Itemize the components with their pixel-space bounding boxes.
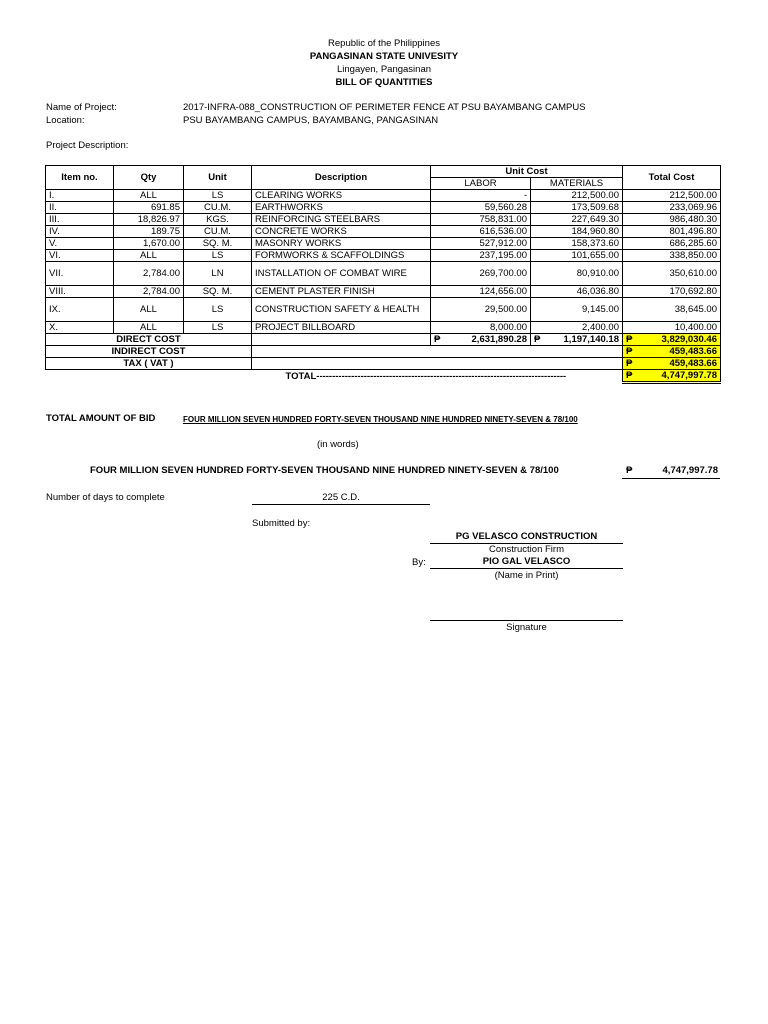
- item-no: VIII.: [46, 286, 114, 298]
- firm-name: PG VELASCO CONSTRUCTION: [455, 531, 598, 542]
- qty: 2,784.00: [114, 262, 184, 286]
- project-name-value: 2017-INFRA-088_CONSTRUCTION OF PERIMETER FENCE AT PSU BAYAMBANG CAMPUS: [183, 102, 586, 113]
- total-cost: 986,480.30: [623, 214, 721, 226]
- name-caption: (Name in Print): [494, 570, 559, 581]
- project-description-label: Project Description:: [46, 140, 129, 151]
- total-cost: 801,496.80: [623, 226, 721, 238]
- table-row: [46, 226, 721, 238]
- unit: LS: [184, 250, 252, 262]
- peso-sign: ₱: [626, 346, 633, 357]
- days-underline: [252, 504, 430, 505]
- item-no: X.: [46, 322, 114, 334]
- tax-row: [46, 358, 721, 370]
- unit: LS: [184, 298, 252, 322]
- direct-cost-materials: ₱ 1,197,140.18: [531, 334, 623, 346]
- peso-sign: ₱: [626, 334, 633, 345]
- qty: ALL: [114, 322, 184, 334]
- item-no: V.: [46, 238, 114, 250]
- total-cost: 170,692.80: [623, 286, 721, 298]
- header-location: Lingayen, Pangasinan: [336, 64, 432, 75]
- total-bid-words-underlined: FOUR MILLION SEVEN HUNDRED FORTY-SEVEN THOUSAND NINE HUNDRED NINETY-SEVEN & 78/100: [183, 415, 578, 424]
- total-bid-label: TOTAL AMOUNT OF BID: [46, 413, 156, 424]
- header-labor: LABOR: [431, 178, 531, 190]
- peso-sign: ₱: [534, 334, 541, 345]
- qty: ALL: [114, 250, 184, 262]
- table-row: [46, 238, 721, 250]
- qty: 18,826.97: [114, 214, 184, 226]
- name-underline: [430, 568, 623, 569]
- item-no: VII.: [46, 262, 114, 286]
- item-no: III.: [46, 214, 114, 226]
- labor-cost: 237,195.00: [431, 250, 531, 262]
- description: MASONRY WORKS: [252, 238, 431, 250]
- peso-sign: ₱: [626, 370, 633, 381]
- unit: KGS.: [184, 214, 252, 226]
- peso-sign: ₱: [626, 358, 633, 369]
- location-value: PSU BAYAMBANG CAMPUS, BAYAMBANG, PANGASINAN: [183, 115, 439, 126]
- direct-cost-label: DIRECT COST: [46, 334, 252, 346]
- materials-cost: 158,373.60: [531, 238, 623, 250]
- labor-cost: 29,500.00: [431, 298, 531, 322]
- materials-cost: 173,509.68: [531, 202, 623, 214]
- materials-cost: 212,500.00: [531, 190, 623, 202]
- unit: SQ. M.: [184, 238, 252, 250]
- total-cost: 233,069.96: [623, 202, 721, 214]
- unit: SQ. M.: [184, 286, 252, 298]
- materials-cost: 46,036.80: [531, 286, 623, 298]
- total-label: TOTAL-------------------------------------------------------------------------------: [285, 370, 567, 382]
- materials-cost: 184,960.80: [531, 226, 623, 238]
- days-value: 225 C.D.: [322, 492, 360, 503]
- header-unit-cost: Unit Cost: [431, 166, 623, 178]
- labor-cost: -: [431, 190, 531, 202]
- table-row: [46, 250, 721, 262]
- in-words-label: (in words): [317, 439, 359, 450]
- description: FORMWORKS & SCAFFOLDINGS: [252, 250, 431, 262]
- description: EARTHWORKS: [252, 202, 431, 214]
- total-cost: 212,500.00: [623, 190, 721, 202]
- total-cost: 338,850.00: [623, 250, 721, 262]
- unit: CU.M.: [184, 226, 252, 238]
- total-cost: 350,610.00: [623, 262, 721, 286]
- bid-amount-underline: [622, 478, 720, 479]
- by-label: By:: [412, 557, 426, 568]
- qty: 189.75: [114, 226, 184, 238]
- direct-cost-total: ₱ 3,829,030.46: [623, 334, 721, 346]
- header-university: PANGASINAN STATE UNIVESITY: [309, 51, 459, 62]
- person-name: PIO GAL VELASCO: [482, 556, 571, 567]
- unit: LN: [184, 262, 252, 286]
- unit: LS: [184, 190, 252, 202]
- labor-cost: 8,000.00: [431, 322, 531, 334]
- qty: 2,784.00: [114, 286, 184, 298]
- qty: 691.85: [114, 202, 184, 214]
- table-row: [46, 286, 721, 298]
- description: REINFORCING STEELBARS: [252, 214, 431, 226]
- item-no: VI.: [46, 250, 114, 262]
- bid-peso-sign: ₱: [626, 465, 633, 476]
- direct-cost-row: [46, 334, 721, 346]
- total-bid-words: FOUR MILLION SEVEN HUNDRED FORTY-SEVEN THOUSAND NINE HUNDRED NINETY-SEVEN & 78/100: [90, 465, 559, 476]
- materials-cost: 2,400.00: [531, 322, 623, 334]
- firm-caption: Construction Firm: [489, 544, 564, 555]
- labor-cost: 124,656.00: [431, 286, 531, 298]
- table-row: [46, 214, 721, 226]
- project-name-label: Name of Project:: [46, 102, 117, 113]
- grand-total-row: [46, 370, 721, 383]
- peso-sign: ₱: [434, 334, 441, 345]
- header-qty: Qty: [114, 166, 184, 190]
- submitted-by-label: Submitted by:: [252, 518, 311, 529]
- qty: ALL: [114, 190, 184, 202]
- indirect-cost-row: [46, 346, 721, 358]
- total-cost: 10,400.00: [623, 322, 721, 334]
- total-bid-amount: 4,747,997.78: [662, 465, 718, 476]
- table-row: [46, 202, 721, 214]
- signature-line: [430, 620, 623, 621]
- grand-total: ₱ 4,747,997.78: [623, 370, 721, 383]
- labor-cost: 59,560.28: [431, 202, 531, 214]
- table-row: [46, 322, 721, 334]
- materials-cost: 9,145.00: [531, 298, 623, 322]
- tax-total: ₱ 459,483.66: [623, 358, 721, 370]
- location-label: Location:: [46, 115, 85, 126]
- description: CLEARING WORKS: [252, 190, 431, 202]
- unit: CU.M.: [184, 202, 252, 214]
- materials-cost: 101,655.00: [531, 250, 623, 262]
- table-row: [46, 262, 721, 286]
- total-cost: 38,645.00: [623, 298, 721, 322]
- header-description: Description: [252, 166, 431, 190]
- item-no: IX.: [46, 298, 114, 322]
- header-materials: MATERIALS: [531, 178, 623, 190]
- qty: ALL: [114, 298, 184, 322]
- header-unit: Unit: [184, 166, 252, 190]
- days-label: Number of days to complete: [46, 492, 165, 503]
- table-row: [46, 298, 721, 322]
- description: CONCRETE WORKS: [252, 226, 431, 238]
- labor-cost: 269,700.00: [431, 262, 531, 286]
- qty: 1,670.00: [114, 238, 184, 250]
- unit: LS: [184, 322, 252, 334]
- document-title: BILL OF QUANTITIES: [335, 77, 433, 88]
- item-no: IV.: [46, 226, 114, 238]
- header-total-cost: Total Cost: [623, 166, 721, 190]
- total-cost: 686,285.60: [623, 238, 721, 250]
- description: CONSTRUCTION SAFETY & HEALTH: [252, 298, 431, 322]
- item-no: I.: [46, 190, 114, 202]
- indirect-cost-total: ₱ 459,483.66: [623, 346, 721, 358]
- description: INSTALLATION OF COMBAT WIRE: [252, 262, 431, 286]
- tax-label: TAX ( VAT ): [46, 358, 252, 370]
- direct-cost-labor: ₱ 2,631,890.28: [431, 334, 531, 346]
- description: PROJECT BILLBOARD: [252, 322, 431, 334]
- labor-cost: 616,536.00: [431, 226, 531, 238]
- header-republic: Republic of the Philippines: [328, 38, 440, 49]
- indirect-cost-label: INDIRECT COST: [46, 346, 252, 358]
- labor-cost: 758,831.00: [431, 214, 531, 226]
- materials-cost: 80,910.00: [531, 262, 623, 286]
- materials-cost: 227,649.30: [531, 214, 623, 226]
- table-row: [46, 190, 721, 202]
- item-no: II.: [46, 202, 114, 214]
- header-item-no: Item no.: [46, 166, 114, 190]
- signature-caption: Signature: [506, 622, 547, 633]
- labor-cost: 527,912.00: [431, 238, 531, 250]
- bill-of-quantities-table: [45, 165, 721, 384]
- description: CEMENT PLASTER FINISH: [252, 286, 431, 298]
